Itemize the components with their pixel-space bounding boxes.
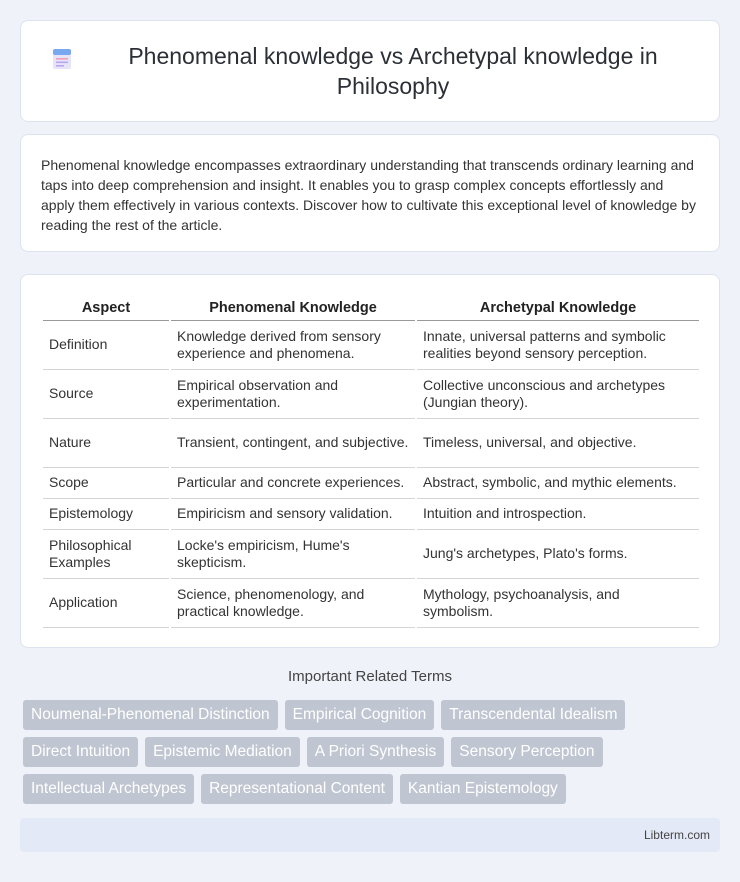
intro-paragraph: Phenomenal knowledge encompasses extraordinary understanding that transcends ordinary learning and taps into deep comprehension and insight. It enables you to grasp complex concepts effortlessly and apply them effectively in various contexts. Discover how to cultivate this exceptional level of knowledge by reading the rest of the article. (41, 157, 696, 233)
table-row (43, 419, 699, 468)
related-term-tag[interactable]: Noumenal-Phenomenal Distinction (23, 700, 278, 730)
table-cell: Source (43, 370, 169, 419)
table-cell: Mythology, psychoanalysis, and symbolism. (417, 579, 699, 628)
related-term-tag[interactable]: Representational Content (201, 774, 393, 804)
table-cell: Epistemology (43, 499, 169, 530)
related-term-tag[interactable]: A Priori Synthesis (307, 737, 444, 767)
comparison-card (20, 274, 720, 648)
table-row (43, 499, 699, 530)
related-term-tag[interactable]: Empirical Cognition (285, 700, 435, 730)
table-cell: Locke's empiricism, Hume's skepticism. (171, 530, 415, 579)
title-card (20, 20, 720, 122)
related-term-tag[interactable]: Epistemic Mediation (145, 737, 300, 767)
table-cell: Abstract, symbolic, and mythic elements. (417, 468, 699, 499)
column-header: Phenomenal Knowledge (171, 295, 415, 321)
table-cell: Scope (43, 468, 169, 499)
column-header: Archetypal Knowledge (417, 295, 699, 321)
table-cell: Intuition and introspection. (417, 499, 699, 530)
related-terms-list (23, 700, 723, 811)
related-term-tag[interactable]: Kantian Epistemology (400, 774, 566, 804)
footer (20, 818, 720, 852)
related-term-tag[interactable]: Direct Intuition (23, 737, 138, 767)
related-term-tag[interactable]: Transcendental Idealism (441, 700, 625, 730)
document-icon (50, 47, 74, 71)
table-cell: Nature (43, 419, 169, 468)
table-cell: Empirical observation and experimentation. (171, 370, 415, 419)
table-cell: Philosophical Examples (43, 530, 169, 579)
table-cell: Definition (43, 321, 169, 370)
table-cell: Innate, universal patterns and symbolic realities beyond sensory perception. (417, 321, 699, 370)
table-cell: Knowledge derived from sensory experience and phenomena. (171, 321, 415, 370)
table-cell: Particular and concrete experiences. (171, 468, 415, 499)
table-row (43, 468, 699, 499)
column-header: Aspect (43, 295, 169, 321)
table-cell: Science, phenomenology, and practical knowledge. (171, 579, 415, 628)
table-header-row (43, 295, 699, 321)
table-cell: Application (43, 579, 169, 628)
intro-card (20, 134, 720, 252)
table-cell: Jung's archetypes, Plato's forms. (417, 530, 699, 579)
table-cell: Empiricism and sensory validation. (171, 499, 415, 530)
table-cell: Timeless, universal, and objective. (417, 419, 699, 468)
footer-site-link[interactable]: Libterm.com (643, 828, 710, 842)
table-row (43, 579, 699, 628)
table-row (43, 370, 699, 419)
table-cell: Collective unconscious and archetypes (Jungian theory). (417, 370, 699, 419)
tag-row (23, 737, 723, 767)
table-cell: Transient, contingent, and subjective. (171, 419, 415, 468)
tag-row (23, 700, 723, 730)
page-title: Phenomenal knowledge vs Archetypal knowledge in Philosophy (128, 43, 658, 99)
related-terms-heading: Important Related Terms (288, 668, 452, 685)
table-row (43, 321, 699, 370)
table-row (43, 530, 699, 579)
tag-row (23, 774, 723, 804)
related-term-tag[interactable]: Intellectual Archetypes (23, 774, 194, 804)
related-term-tag[interactable]: Sensory Perception (451, 737, 602, 767)
comparison-table (43, 295, 699, 628)
